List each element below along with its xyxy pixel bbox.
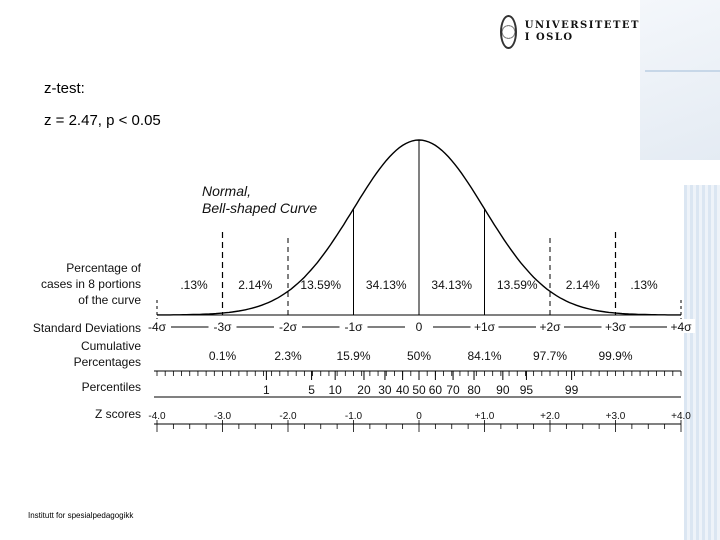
percentile-label: 30	[378, 383, 392, 397]
zscore-label: -2.0	[279, 411, 297, 422]
zscore-label: +1.0	[474, 411, 495, 422]
row-label-sd: Standard Deviations	[32, 321, 141, 335]
cumulative-label: 84.1%	[467, 349, 502, 363]
portion-label: 13.59%	[496, 278, 538, 292]
zscore-label: 0	[416, 411, 422, 422]
percentile-label: 90	[496, 383, 510, 397]
percentile-label: 40	[395, 383, 410, 397]
percentile-label: 5	[308, 383, 315, 397]
percentile-label: 80	[467, 383, 481, 397]
cumulative-label: 50%	[406, 349, 432, 363]
cumulative-label: 2.3%	[274, 349, 302, 363]
row-label-percentage: cases in 8 portions	[40, 277, 141, 291]
percentile-label: 1	[263, 383, 270, 397]
portion-label: 34.13%	[431, 278, 473, 292]
sd-label: -1σ	[344, 320, 363, 334]
sd-label: -3σ	[213, 320, 232, 334]
portion-label: 34.13%	[365, 278, 407, 292]
row-label-percentage: Percentage of	[66, 261, 141, 275]
sd-label: 0	[415, 320, 423, 334]
logo-line2: I OSLO	[524, 32, 574, 43]
zscore-label: -4.0	[148, 411, 166, 422]
heading-line2: z = 2.47, p < 0.05	[44, 112, 161, 129]
curve-label: Bell-shaped Curve	[202, 200, 318, 216]
cumulative-label: 15.9%	[336, 349, 371, 363]
percentile-label: 20	[357, 383, 371, 397]
row-label-cumulative: Percentages	[73, 355, 141, 369]
heading-line1: z-test:	[44, 80, 85, 97]
row-label-zscores: Z scores	[94, 407, 141, 421]
sd-label: +3σ	[604, 320, 627, 334]
cumulative-label: 99.9%	[598, 349, 633, 363]
row-label-percentiles: Percentiles	[81, 380, 141, 394]
zscore-label: +2.0	[540, 411, 560, 422]
cumulative-label: 0.1%	[208, 349, 237, 363]
sd-label: +1σ	[473, 320, 496, 334]
portion-label: 2.14%	[565, 278, 600, 292]
percentile-label: 10	[328, 383, 342, 397]
percentile-label: 60	[428, 383, 443, 397]
footer-text: Institutt for spesialpedagogikk	[28, 511, 134, 520]
portion-label: 2.14%	[238, 278, 273, 292]
portion-label: 13.59%	[300, 278, 342, 292]
sd-label: +2σ	[539, 320, 561, 334]
sd-label: -4σ	[147, 320, 167, 334]
zscore-label: -3.0	[213, 411, 232, 422]
row-label-percentage: of the curve	[78, 293, 141, 307]
portion-label: .13%	[630, 278, 658, 292]
zscore-label: +3.0	[605, 411, 626, 422]
portion-label: .13%	[180, 278, 208, 292]
zscore-label: -1.0	[344, 411, 363, 422]
curve-label: Normal,	[202, 183, 252, 199]
percentile-label: 95	[519, 383, 534, 397]
row-label-cumulative: Cumulative	[80, 339, 141, 353]
sd-label: +4σ	[670, 320, 692, 334]
percentile-label: 50	[412, 383, 426, 397]
sd-label: -2σ	[278, 320, 298, 334]
percentile-label: 70	[446, 383, 460, 397]
zscore-label: +4.0	[671, 411, 691, 422]
logo-line1: UNIVERSITETET	[524, 20, 640, 31]
percentile-label: 99	[564, 383, 579, 397]
cumulative-label: 97.7%	[532, 349, 568, 363]
